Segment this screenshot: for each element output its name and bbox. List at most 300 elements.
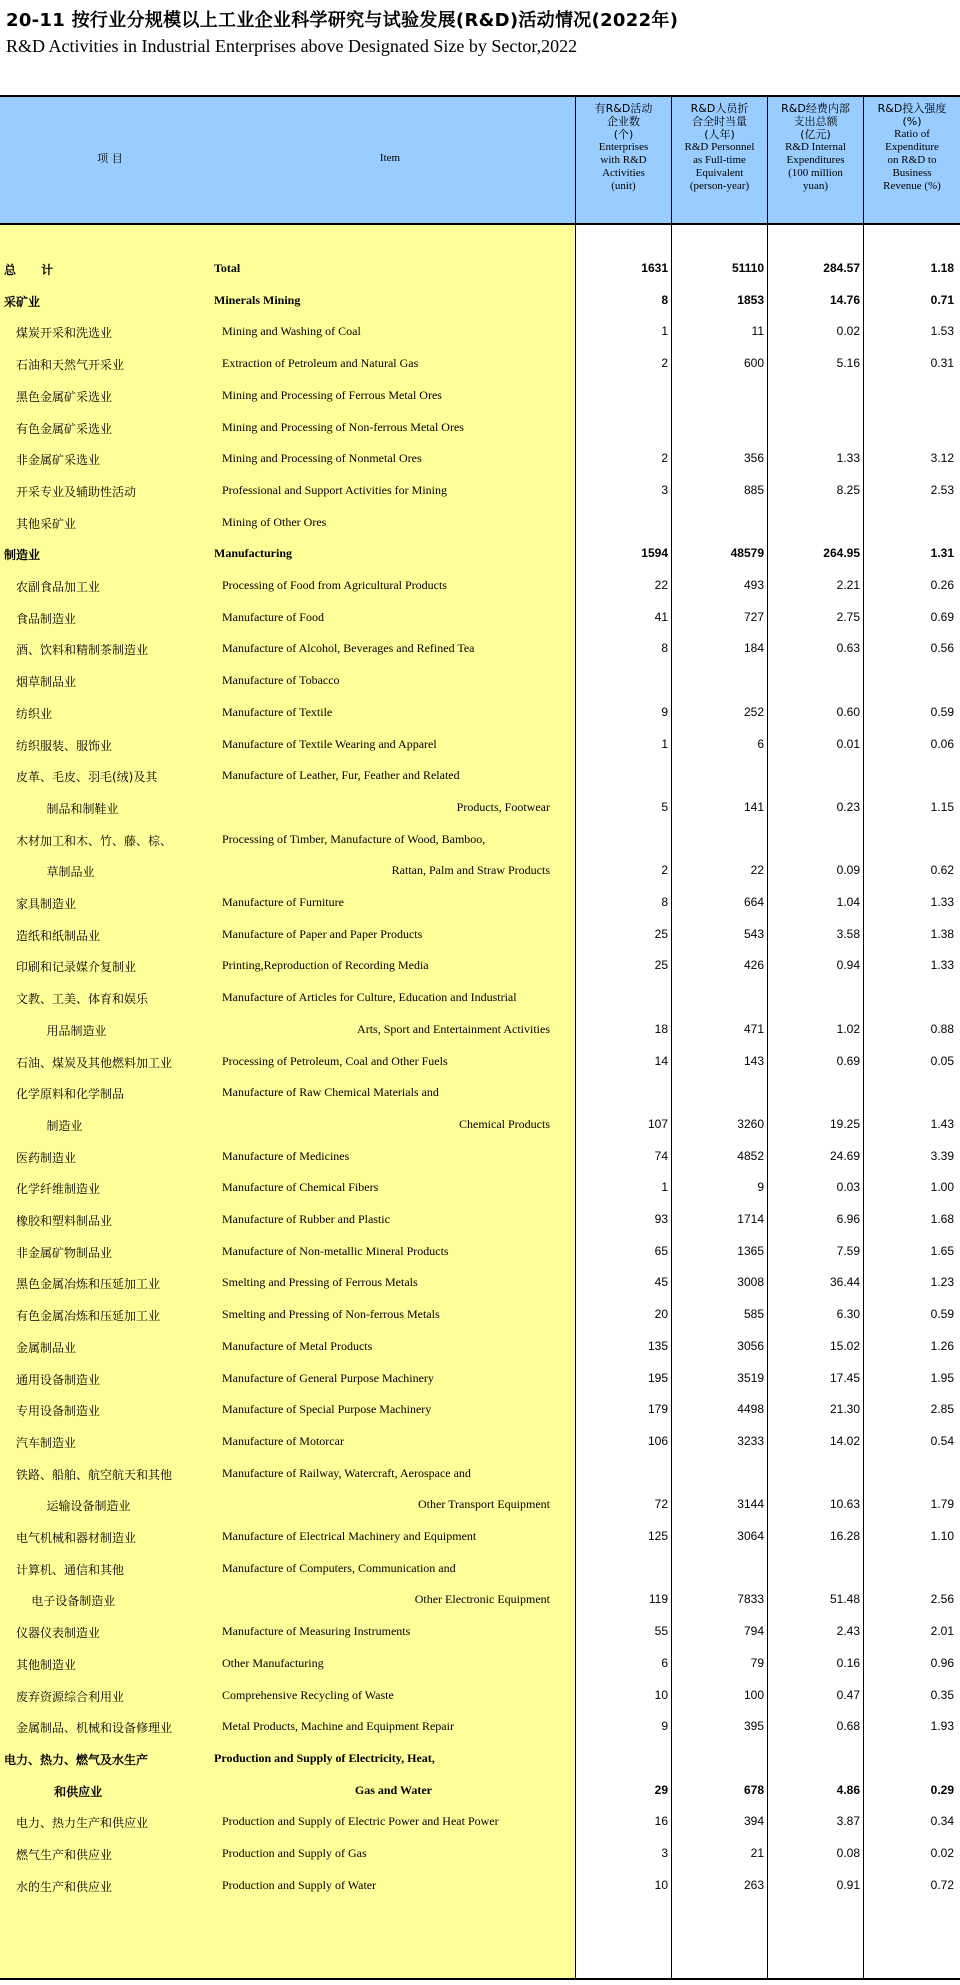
row-label-en: Manufacture of Chemical Fibers (222, 1180, 379, 1195)
table-row (0, 252, 960, 284)
expenditure-value: 3.58 (836, 926, 860, 941)
row-label-cn: 烟草制品业 (16, 675, 77, 690)
row-label-en: Manufacture of Non-metallic Mineral Products (222, 1243, 449, 1258)
header-expenditures: R&D经费内部 支出总额 (亿元) R&D Internal Expenditures (100 million yuan) (781, 102, 850, 192)
personnel-value: 4498 (737, 1402, 764, 1417)
row-label-cn: 食品制造业 (16, 611, 77, 626)
expenditure-value: 21.30 (829, 1402, 860, 1417)
row-label-en: Manufacture of General Purpose Machinery (222, 1370, 434, 1385)
expenditure-value: 36.44 (829, 1275, 860, 1290)
row-label-cn: 电力、热力、燃气及水生产 (4, 1752, 149, 1767)
enterprises-value: 25 (654, 958, 668, 973)
expenditure-value: 284.57 (823, 261, 860, 275)
table-row (0, 854, 960, 886)
table-row (0, 728, 960, 760)
ratio-value: 1.93 (930, 1719, 954, 1734)
expenditure-value: 16.28 (829, 1529, 860, 1543)
header-personnel: R&D人员折 合全时当量 (人年) R&D Personnel as Full-time Equivalent (person-year) (684, 102, 755, 192)
ratio-value: 1.68 (930, 1212, 954, 1226)
personnel-value: 794 (743, 1624, 764, 1639)
personnel-value: 727 (743, 609, 764, 624)
table-row (0, 1045, 960, 1077)
personnel-value: 48579 (730, 546, 764, 561)
row-label-en: Other Manufacturing (222, 1655, 324, 1670)
ratio-value: 3.39 (930, 1148, 954, 1163)
ratio-value: 1.10 (930, 1529, 954, 1543)
personnel-value: 3233 (737, 1433, 764, 1448)
ratio-value: 1.43 (930, 1116, 954, 1131)
expenditure-value: 8.25 (836, 482, 860, 497)
row-label-en: Manufacture of Measuring Instruments (222, 1624, 411, 1639)
enterprises-value: 25 (654, 926, 668, 941)
row-label-cn: 草制品业 (16, 865, 95, 880)
personnel-value: 678 (743, 1782, 764, 1797)
row-label-en: Manufacture of Metal Products (222, 1338, 373, 1353)
row-label-cn: 有色金属矿采选业 (16, 421, 113, 436)
enterprises-value: 1631 (641, 261, 668, 275)
row-label-en: Smelting and Pressing of Ferrous Metals (222, 1275, 418, 1290)
row-label-en: Manufacture of Tobacco (222, 673, 340, 688)
enterprises-value: 45 (654, 1275, 668, 1290)
personnel-value: 9 (757, 1180, 764, 1195)
table-row (0, 1520, 960, 1552)
enterprises-value: 41 (654, 609, 668, 624)
row-label-cn: 其他采矿业 (16, 516, 77, 531)
row-label-cn: 非金属矿采选业 (16, 453, 101, 468)
table-row (0, 442, 960, 474)
row-label-en: Extraction of Petroleum and Natural Gas (222, 356, 419, 371)
personnel-value: 585 (743, 1307, 764, 1322)
table-row (0, 569, 960, 601)
ratio-value: 2.01 (930, 1624, 954, 1639)
table-row (0, 411, 960, 443)
expenditure-value: 0.63 (836, 641, 860, 656)
table-row (0, 696, 960, 728)
table-row (0, 1583, 960, 1615)
expenditure-value: 1.33 (836, 451, 860, 466)
row-label-en: Comprehensive Recycling of Waste (222, 1687, 394, 1702)
row-label-cn: 采矿业 (4, 294, 41, 309)
row-label-en: Mining and Processing of Nonmetal Ores (222, 451, 422, 466)
enterprises-value: 2 (661, 451, 668, 466)
enterprises-value: 16 (654, 1814, 668, 1829)
personnel-value: 543 (743, 926, 764, 941)
header-bottom-rule (0, 223, 960, 225)
row-label-en: Production and Supply of Water (222, 1877, 377, 1892)
expenditure-value: 19.25 (829, 1116, 860, 1131)
expenditure-value: 1.04 (836, 895, 860, 909)
expenditure-value: 0.16 (836, 1655, 860, 1670)
personnel-value: 143 (743, 1053, 764, 1068)
expenditure-value: 6.30 (836, 1307, 860, 1322)
personnel-value: 3519 (737, 1370, 764, 1385)
row-label-en: Production and Supply of Electricity, Heat, (214, 1750, 435, 1765)
expenditure-value: 0.09 (836, 863, 860, 878)
row-label-en: Manufacture of Furniture (222, 895, 344, 909)
table-row (0, 1330, 960, 1362)
row-label-cn: 仪器仪表制造业 (16, 1626, 101, 1641)
table-row (0, 823, 960, 855)
expenditure-value: 15.02 (829, 1338, 860, 1353)
expenditure-value: 0.47 (836, 1687, 860, 1702)
ratio-value: 0.06 (930, 736, 954, 751)
personnel-value: 252 (743, 704, 764, 719)
ratio-value: 0.56 (930, 641, 954, 656)
row-label-en: Other Transport Equipment (418, 1497, 550, 1512)
ratio-value: 1.00 (930, 1180, 954, 1195)
ratio-value: 0.62 (930, 863, 954, 878)
row-label-cn: 家具制造业 (16, 897, 77, 911)
row-label-cn: 木材加工和木、竹、藤、棕、 (16, 833, 173, 848)
row-label-en: Metal Products, Machine and Equipment Repair (222, 1719, 454, 1734)
expenditure-value: 6.96 (836, 1212, 860, 1226)
enterprises-value: 10 (654, 1877, 668, 1892)
expenditure-value: 2.21 (836, 578, 860, 592)
row-label-cn: 电气机械和器材制造业 (16, 1531, 137, 1545)
ratio-value: 1.31 (930, 546, 954, 561)
expenditure-value: 0.23 (836, 799, 860, 814)
row-label-en: Arts, Sport and Entertainment Activities (357, 1021, 550, 1036)
row-label-cn: 造纸和纸制品业 (16, 928, 101, 943)
row-label-cn: 水的生产和供应业 (16, 1879, 113, 1894)
table-row (0, 918, 960, 950)
row-label-en: Other Electronic Equipment (414, 1592, 550, 1607)
row-label-cn: 石油、煤炭及其他燃料加工业 (16, 1055, 173, 1070)
row-label-cn: 制造业 (4, 548, 41, 563)
ratio-value: 0.05 (930, 1053, 954, 1068)
enterprises-value: 14 (654, 1053, 668, 1068)
row-label-cn: 其他制造业 (16, 1657, 77, 1672)
header-item-en: Item (379, 152, 401, 164)
row-label-en: Chemical Products (459, 1116, 550, 1131)
personnel-value: 7833 (737, 1592, 764, 1607)
enterprises-value: 2 (661, 863, 668, 878)
header-enterprises: 有R&D活动 企业数 (个) Enterprises with R&D Activities (unit) (594, 102, 653, 192)
row-label-cn: 化学纤维制造业 (16, 1182, 101, 1197)
enterprises-value: 20 (654, 1307, 668, 1322)
row-label-en: Manufacture of Computers, Communication and (222, 1560, 456, 1575)
row-label-cn: 计算机、通信和其他 (16, 1562, 125, 1577)
row-label-cn: 用品制造业 (16, 1023, 107, 1038)
row-label-en: Manufacture of Articles for Culture, Education and Industrial (222, 990, 517, 1005)
ratio-value: 0.69 (930, 609, 954, 624)
expenditure-value: 2.75 (836, 609, 860, 624)
table-row (0, 506, 960, 538)
ratio-value: 0.71 (930, 292, 954, 307)
row-label-cn: 运输设备制造业 (16, 1499, 131, 1514)
personnel-value: 600 (743, 356, 764, 371)
personnel-value: 1714 (737, 1212, 764, 1226)
row-label-cn: 制品和制鞋业 (16, 801, 119, 816)
ratio-value: 1.15 (930, 799, 954, 814)
table-row (0, 981, 960, 1013)
enterprises-value: 3 (661, 1846, 668, 1860)
personnel-value: 493 (743, 578, 764, 592)
row-label-cn: 煤炭开采和洗选业 (16, 326, 113, 341)
row-label-en: Processing of Petroleum, Coal and Other Fuels (222, 1053, 448, 1068)
personnel-value: 11 (751, 324, 764, 339)
ratio-value: 0.26 (930, 578, 954, 592)
personnel-value: 664 (743, 895, 764, 909)
ratio-value: 2.56 (930, 1592, 954, 1607)
row-label-cn: 汽车制造业 (16, 1435, 77, 1450)
enterprises-value: 8 (661, 895, 668, 909)
expenditure-value: 14.02 (829, 1433, 860, 1448)
row-label-en: Products, Footwear (456, 799, 550, 814)
personnel-value: 100 (743, 1687, 764, 1702)
table-row (0, 1615, 960, 1647)
table-row (0, 1837, 960, 1869)
row-label-en: Manufacture of Medicines (222, 1148, 350, 1163)
row-label-cn: 开采专业及辅助性活动 (16, 484, 137, 499)
row-label-cn: 纺织服装、服饰业 (16, 738, 113, 753)
row-label-en: Total (214, 261, 241, 275)
row-label-en: Processing of Food from Agricultural Products (222, 578, 447, 592)
ratio-value: 0.59 (930, 1307, 954, 1322)
expenditure-value: 7.59 (836, 1243, 860, 1258)
expenditure-value: 51.48 (829, 1592, 860, 1607)
expenditure-value: 0.60 (836, 704, 860, 719)
row-label-en: Manufacture of Railway, Watercraft, Aerospace and (222, 1465, 471, 1480)
personnel-value: 3064 (737, 1529, 764, 1543)
table-bottom-rule (0, 1978, 960, 1980)
personnel-value: 6 (757, 736, 764, 751)
personnel-value: 1365 (737, 1243, 764, 1258)
ratio-value: 0.31 (930, 356, 954, 371)
row-label-cn: 纺织业 (16, 706, 53, 721)
enterprises-value: 18 (654, 1021, 668, 1036)
table-row (0, 315, 960, 347)
table-row (0, 1140, 960, 1172)
expenditure-value: 0.91 (836, 1877, 860, 1892)
ratio-value: 1.33 (930, 895, 954, 909)
enterprises-value: 106 (647, 1433, 668, 1448)
ratio-value: 0.29 (930, 1782, 954, 1797)
personnel-value: 22 (750, 863, 764, 878)
enterprises-value: 2 (661, 356, 668, 371)
enterprises-value: 107 (647, 1116, 668, 1131)
enterprises-value: 3 (661, 482, 668, 497)
enterprises-value: 1 (661, 736, 668, 751)
row-label-cn: 皮革、毛皮、羽毛(绒)及其 (16, 770, 158, 785)
row-label-cn: 非金属矿物制品业 (16, 1245, 113, 1260)
enterprises-value: 179 (647, 1402, 668, 1417)
row-label-cn: 有色金属冶炼和压延加工业 (16, 1309, 161, 1324)
table-row (0, 1076, 960, 1108)
data-table (0, 96, 960, 1981)
row-label-cn: 金属制品业 (16, 1340, 77, 1355)
row-label-en: Production and Supply of Gas (222, 1846, 367, 1860)
expenditure-value: 24.69 (829, 1148, 860, 1163)
table-row (0, 1457, 960, 1489)
table-row (0, 886, 960, 918)
personnel-value: 263 (743, 1877, 764, 1892)
expenditure-value: 5.16 (836, 356, 860, 371)
enterprises-value: 65 (654, 1243, 668, 1258)
expenditure-value: 1.02 (836, 1021, 860, 1036)
table-row (0, 1552, 960, 1584)
enterprises-value: 1 (661, 324, 668, 339)
personnel-value: 3260 (737, 1116, 764, 1131)
row-label-en: Rattan, Palm and Straw Products (391, 863, 550, 878)
row-label-en: Manufacture of Paper and Paper Products (222, 926, 423, 941)
table-row (0, 759, 960, 791)
enterprises-value: 1594 (641, 546, 668, 561)
enterprises-value: 5 (661, 799, 668, 814)
row-label-en: Manufacture of Textile (222, 704, 333, 719)
row-label-cn: 燃气生产和供应业 (16, 1848, 113, 1862)
page-title-en: R&D Activities in Industrial Enterprises above Designated Size by Sector,2022 (6, 36, 578, 56)
row-label-en: Mining and Washing of Coal (222, 324, 361, 339)
table-row (0, 474, 960, 506)
enterprises-value: 93 (654, 1212, 668, 1226)
personnel-value: 471 (743, 1021, 764, 1036)
expenditure-value: 0.08 (836, 1846, 860, 1860)
table-row (0, 1805, 960, 1837)
row-label-cn: 和供应业 (4, 1784, 103, 1799)
personnel-value: 394 (743, 1814, 764, 1829)
table-row (0, 1298, 960, 1330)
enterprises-value: 9 (661, 704, 668, 719)
table-row (0, 347, 960, 379)
personnel-value: 395 (743, 1719, 764, 1734)
row-label-cn: 印刷和记录媒介复制业 (16, 960, 137, 975)
ratio-value: 2.85 (930, 1402, 954, 1417)
row-label-cn: 总 计 (4, 263, 54, 277)
personnel-value: 21 (750, 1846, 764, 1860)
table-row (0, 1710, 960, 1742)
table-row (0, 1235, 960, 1267)
row-label-cn: 黑色金属矿采选业 (16, 389, 113, 404)
ratio-value: 1.26 (930, 1338, 954, 1353)
enterprises-value: 72 (654, 1497, 668, 1512)
row-label-cn: 制造业 (16, 1118, 83, 1133)
table-row (0, 601, 960, 633)
row-label-cn: 石油和天然气开采业 (16, 358, 125, 373)
table-row (0, 537, 960, 569)
row-label-en: Manufacture of Rubber and Plastic (222, 1212, 390, 1226)
table-row (0, 1108, 960, 1140)
enterprises-value: 74 (654, 1148, 668, 1163)
expenditure-value: 0.94 (836, 958, 860, 973)
row-label-en: Manufacture of Food (222, 609, 324, 624)
ratio-value: 2.53 (930, 482, 954, 497)
row-label-cn: 农副食品加工业 (16, 580, 101, 594)
row-label-cn: 通用设备制造业 (16, 1372, 101, 1387)
row-label-en: Mining of Other Ores (222, 514, 327, 529)
table-row (0, 1266, 960, 1298)
enterprises-value: 9 (661, 1719, 668, 1734)
row-label-en: Manufacture of Special Purpose Machinery (222, 1402, 432, 1417)
ratio-value: 1.38 (930, 926, 954, 941)
personnel-value: 356 (743, 451, 764, 466)
row-label-cn: 废弃资源综合利用业 (16, 1689, 125, 1704)
row-label-cn: 化学原料和化学制品 (16, 1087, 125, 1102)
table-row (0, 949, 960, 981)
ratio-value: 0.35 (930, 1687, 954, 1702)
enterprises-value: 6 (661, 1655, 668, 1670)
row-label-en: Minerals Mining (214, 292, 301, 307)
enterprises-value: 8 (661, 641, 668, 656)
table-row (0, 1362, 960, 1394)
ratio-value: 1.33 (930, 958, 954, 973)
row-label-cn: 酒、饮料和精制茶制造业 (16, 643, 149, 658)
table-row (0, 1679, 960, 1711)
ratio-value: 1.23 (930, 1275, 954, 1290)
expenditure-value: 0.68 (836, 1719, 860, 1734)
ratio-value: 0.59 (930, 704, 954, 719)
header-ratio: R&D投入强度 (%) Ratio of Expenditure on R&D to Business Revenue (%) (877, 102, 947, 192)
personnel-value: 426 (743, 958, 764, 973)
ratio-value: 1.95 (930, 1370, 954, 1385)
row-label-en: Smelting and Pressing of Non-ferrous Metals (222, 1307, 440, 1322)
enterprises-value: 8 (661, 292, 668, 307)
ratio-value: 0.54 (930, 1433, 954, 1448)
ratio-value: 1.53 (930, 324, 954, 339)
row-label-en: Manufacture of Textile Wearing and Apparel (222, 736, 437, 751)
ratio-value: 0.02 (930, 1846, 954, 1860)
enterprises-value: 55 (654, 1624, 668, 1639)
row-label-en: Manufacture of Electrical Machinery and Equipment (222, 1529, 477, 1543)
enterprises-value: 22 (654, 578, 668, 592)
row-label-en: Gas and Water (354, 1782, 432, 1797)
row-label-cn: 医药制造业 (16, 1150, 77, 1165)
table-row (0, 284, 960, 316)
row-label-cn: 橡胶和塑料制品业 (16, 1214, 113, 1228)
row-label-en: Manufacture of Alcohol, Beverages and Refined Tea (222, 641, 475, 656)
enterprises-value: 10 (654, 1687, 668, 1702)
header-item-cn: 项 目 (97, 152, 123, 165)
expenditure-value: 0.01 (836, 736, 860, 751)
row-label-en: Mining and Processing of Non-ferrous Metal Ores (222, 419, 464, 434)
personnel-value: 51110 (731, 261, 764, 275)
enterprises-value: 119 (648, 1592, 668, 1607)
row-label-cn: 文教、工美、体育和娱乐 (16, 992, 149, 1007)
personnel-value: 79 (750, 1655, 764, 1670)
ratio-value: 3.12 (930, 451, 954, 466)
row-label-cn: 电子设备制造业 (16, 1594, 116, 1609)
table-row (0, 1774, 960, 1806)
row-label-cn: 黑色金属冶炼和压延加工业 (16, 1277, 161, 1292)
table-row (0, 791, 960, 823)
table-row (0, 1013, 960, 1045)
personnel-value: 184 (743, 641, 764, 656)
row-label-en: Manufacture of Motorcar (222, 1433, 344, 1448)
page-title-cn: 20-11 按行业分规模以上工业企业科学研究与试验发展(R&D)活动情况(2022年) (6, 10, 679, 31)
personnel-value: 141 (743, 799, 764, 814)
table-row (0, 664, 960, 696)
row-label-en: Manufacture of Raw Chemical Materials and (222, 1085, 439, 1100)
table-row (0, 1488, 960, 1520)
table-row (0, 1393, 960, 1425)
row-label-en: Manufacture of Leather, Fur, Feather and Related (222, 768, 460, 783)
expenditure-value: 0.69 (836, 1053, 860, 1068)
expenditure-value: 0.03 (836, 1180, 860, 1195)
table-row (0, 1647, 960, 1679)
table-row (0, 1171, 960, 1203)
row-label-en: Manufacturing (214, 546, 292, 561)
ratio-value: 0.88 (930, 1021, 954, 1036)
table-row (0, 1425, 960, 1457)
table-row (0, 379, 960, 411)
table-row (0, 1869, 960, 1901)
enterprises-value: 135 (647, 1338, 668, 1353)
row-label-cn: 电力、热力生产和供应业 (16, 1816, 149, 1831)
table-top-rule (0, 95, 960, 97)
row-label-en: Professional and Support Activities for Mining (222, 482, 447, 497)
enterprises-value: 195 (647, 1370, 668, 1385)
ratio-value: 0.34 (930, 1814, 954, 1829)
